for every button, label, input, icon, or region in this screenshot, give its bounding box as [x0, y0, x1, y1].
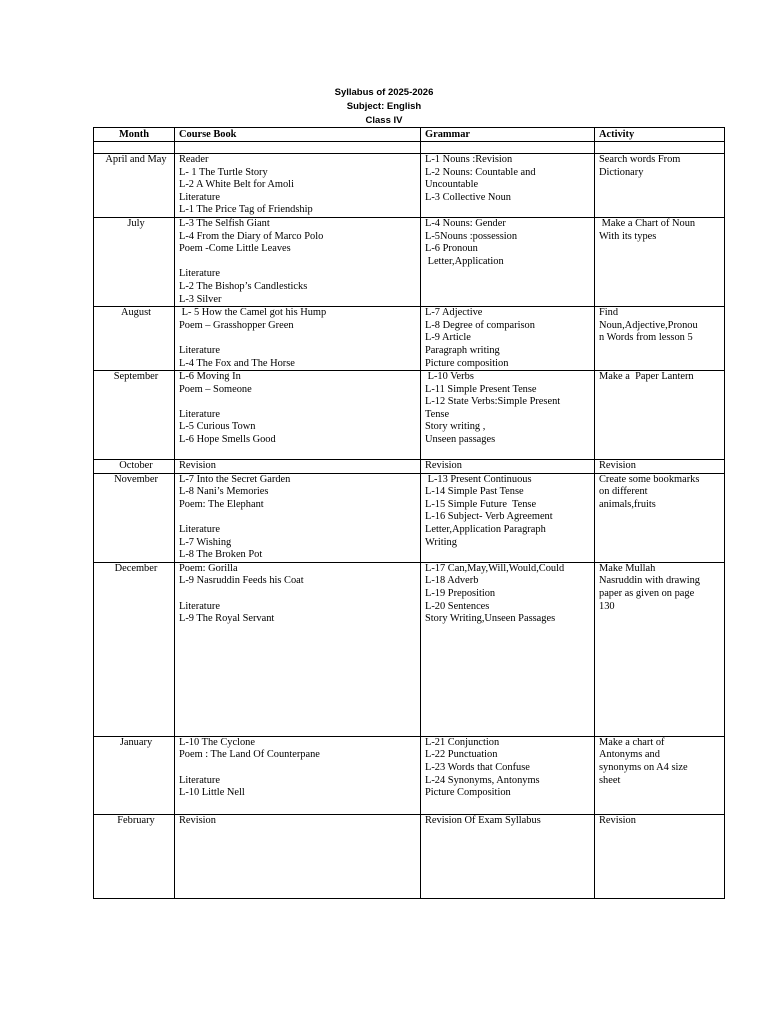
grammar-line: L-19 Preposition	[425, 588, 496, 600]
activity-cell	[595, 814, 725, 898]
column-header-course-book: Course Book	[175, 128, 421, 142]
table-row	[94, 814, 725, 898]
column-header-activity: Activity	[595, 128, 725, 142]
course-line: Literature	[179, 774, 220, 786]
course-line: L-8 The Broken Pot	[179, 549, 263, 561]
spacer-row	[94, 142, 725, 154]
activity-line: Find	[599, 307, 619, 319]
course-line: L-4 The Fox and The Horse	[179, 357, 295, 369]
course-line: L-3 Silver	[179, 293, 222, 305]
grammar-line: L-3 Collective Noun	[425, 191, 511, 203]
grammar-line: L-12 State Verbs:Simple Present	[425, 396, 561, 408]
course-cell	[175, 371, 421, 460]
course-line: L-2 The Bishop’s Candlesticks	[179, 280, 308, 292]
grammar-line: L-15 Simple Future Tense	[425, 498, 537, 510]
grammar-line: Writing	[425, 536, 457, 548]
activity-cell	[595, 371, 725, 460]
table-row	[94, 562, 725, 736]
table-row	[94, 736, 725, 814]
column-header-grammar: Grammar	[421, 128, 595, 142]
grammar-line: L-6 Pronoun	[425, 243, 478, 255]
grammar-cell	[421, 736, 595, 814]
grammar-line: Story writing ,	[425, 421, 486, 433]
course-line: Poem – Someone	[179, 383, 252, 395]
course-cell	[175, 473, 421, 562]
course-line: Literature	[179, 600, 220, 612]
activity-line: Dictionary	[599, 166, 644, 178]
grammar-line: L-1 Nouns :Revision	[425, 154, 513, 165]
course-cell	[175, 814, 421, 898]
table-row	[94, 460, 725, 474]
activity-line: synonyms on A4 size	[599, 762, 688, 774]
month-cell: September	[94, 371, 175, 460]
activity-cell	[595, 460, 725, 474]
column-header-month: Month	[94, 128, 175, 142]
grammar-cell	[421, 307, 595, 371]
grammar-line: Uncountable	[425, 179, 479, 191]
month-cell: February	[94, 814, 175, 898]
grammar-line: Paragraph writing	[425, 344, 500, 356]
course-line	[179, 588, 420, 601]
course-line	[179, 332, 420, 345]
grammar-cell	[421, 562, 595, 736]
activity-line: Revision	[599, 460, 636, 472]
grammar-line: L-17 Can,May,Will,Would,Could	[425, 562, 565, 574]
course-cell	[175, 307, 421, 371]
course-line: Literature	[179, 344, 220, 356]
grammar-line: L-11 Simple Present Tense	[425, 383, 537, 395]
grammar-cell	[421, 154, 595, 218]
syllabus-table	[93, 127, 725, 899]
activity-line: Nasruddin with drawing	[599, 575, 701, 587]
course-line	[179, 256, 420, 269]
course-line: L-3 The Selfish Giant	[179, 217, 270, 229]
grammar-line: L-16 Subject- Verb Agreement	[425, 511, 553, 523]
course-line: L- 5 How the Camel got his Hump	[179, 307, 327, 319]
month-cell: July	[94, 217, 175, 306]
grammar-line: Revision	[425, 460, 462, 472]
course-line: Literature	[179, 524, 220, 536]
course-line: L-2 A White Belt for Amoli	[179, 179, 294, 191]
activity-line: animals,fruits	[599, 498, 656, 510]
activity-line: Antonyms and	[599, 749, 660, 761]
activity-line: paper as given on page	[599, 588, 695, 600]
grammar-line: L-13 Present Continuous	[425, 473, 532, 485]
activity-line: Create some bookmarks	[599, 473, 700, 485]
course-line: Poem: Gorilla	[179, 562, 238, 574]
grammar-line: L-20 Sentences	[425, 600, 490, 612]
course-line: L-7 Wishing	[179, 536, 232, 548]
grammar-line: L-23 Words that Confuse	[425, 762, 530, 774]
month-cell: April and May	[94, 154, 175, 218]
month-cell: January	[94, 736, 175, 814]
grammar-line: L-10 Verbs	[425, 371, 474, 383]
course-line	[179, 762, 420, 775]
activity-line: n Words from lesson 5	[599, 332, 693, 344]
course-line: Literature	[179, 268, 220, 280]
grammar-line: Picture Composition	[425, 787, 511, 799]
course-line: L-8 Nani’s Memories	[179, 486, 269, 498]
grammar-line: Revision Of Exam Syllabus	[425, 814, 541, 826]
course-line: L-9 The Royal Servant	[179, 613, 275, 625]
activity-line: Make a chart of	[599, 736, 665, 748]
course-line: L-4 From the Diary of Marco Polo	[179, 230, 324, 242]
table-body	[94, 142, 725, 899]
course-line: L- 1 The Turtle Story	[179, 166, 268, 178]
grammar-line: Unseen passages	[425, 434, 496, 446]
grammar-line: Picture composition	[425, 357, 509, 369]
course-line: Literature	[179, 408, 220, 420]
course-line: L-9 Nasruddin Feeds his Coat	[179, 575, 304, 587]
course-cell	[175, 736, 421, 814]
course-line: Reader	[179, 154, 209, 165]
table-row	[94, 307, 725, 371]
grammar-line: L-2 Nouns: Countable and	[425, 166, 536, 178]
activity-cell	[595, 562, 725, 736]
course-line: L-10 The Cyclone	[179, 736, 255, 748]
class-line: Class IV	[365, 115, 403, 126]
grammar-cell	[421, 473, 595, 562]
grammar-line: L-24 Synonyms, Antonyms	[425, 774, 540, 786]
course-line: L-6 Hope Smells Good	[179, 434, 276, 446]
grammar-line: Letter,Application Paragraph	[425, 524, 546, 536]
course-line: Revision	[179, 460, 216, 472]
grammar-line: L-22 Punctuation	[425, 749, 498, 761]
activity-cell	[595, 307, 725, 371]
course-cell	[175, 460, 421, 474]
course-line: Poem: The Elephant	[179, 498, 264, 510]
subject-line: Subject: English	[346, 101, 422, 112]
month-cell: October	[94, 460, 175, 474]
activity-line: Make a Paper Lantern	[599, 371, 694, 383]
activity-line: Search words From	[599, 154, 681, 165]
activity-cell	[595, 736, 725, 814]
grammar-line: L-7 Adjective	[425, 307, 483, 319]
document-header	[0, 86, 768, 128]
course-line: L-7 Into the Secret Garden	[179, 473, 291, 485]
course-line: Revision	[179, 814, 216, 826]
course-cell	[175, 154, 421, 218]
grammar-cell	[421, 814, 595, 898]
activity-line: sheet	[599, 774, 621, 786]
course-line: Poem : The Land Of Counterpane	[179, 749, 320, 761]
course-line: Poem – Grasshopper Green	[179, 319, 294, 331]
activity-line: Make Mullah	[599, 562, 656, 574]
month-cell: November	[94, 473, 175, 562]
course-line	[179, 511, 420, 524]
grammar-line: L-18 Adverb	[425, 575, 479, 587]
activity-line: With its types	[599, 230, 657, 242]
grammar-line: L-9 Article	[425, 332, 471, 344]
course-line: L-10 Little Nell	[179, 787, 245, 799]
table-row	[94, 473, 725, 562]
month-cell: December	[94, 562, 175, 736]
grammar-cell	[421, 460, 595, 474]
table-row	[94, 217, 725, 306]
course-cell	[175, 562, 421, 736]
course-line: Poem -Come Little Leaves	[179, 243, 291, 255]
table-row	[94, 371, 725, 460]
grammar-line: L-4 Nouns: Gender	[425, 217, 506, 229]
table-row	[94, 154, 725, 218]
grammar-cell	[421, 371, 595, 460]
grammar-line: Letter,Application	[425, 255, 504, 267]
course-line: Literature	[179, 191, 220, 203]
syllabus-title: Syllabus of 2025-2026	[334, 87, 434, 98]
course-line	[179, 396, 420, 409]
grammar-line: L-14 Simple Past Tense	[425, 486, 524, 498]
activity-line: 130	[599, 600, 615, 612]
activity-cell	[595, 154, 725, 218]
course-line: L-6 Moving In	[179, 371, 241, 383]
course-line: L-1 The Price Tag of Friendship	[179, 204, 313, 216]
activity-cell	[595, 217, 725, 306]
table-header-row	[94, 128, 725, 142]
grammar-cell	[421, 217, 595, 306]
activity-line: Make a Chart of Noun	[599, 217, 696, 229]
activity-line: Revision	[599, 814, 636, 826]
course-line: L-5 Curious Town	[179, 421, 256, 433]
activity-line: Noun,Adjective,Pronou	[599, 319, 698, 331]
grammar-line: Tense	[425, 408, 450, 420]
activity-cell	[595, 473, 725, 562]
month-cell: August	[94, 307, 175, 371]
grammar-line: L-8 Degree of comparison	[425, 319, 535, 331]
course-cell	[175, 217, 421, 306]
activity-line: on different	[599, 486, 648, 498]
grammar-line: L-5Nouns :possession	[425, 230, 518, 242]
grammar-line: Story Writing,Unseen Passages	[425, 613, 556, 625]
grammar-line: L-21 Conjunction	[425, 736, 500, 748]
